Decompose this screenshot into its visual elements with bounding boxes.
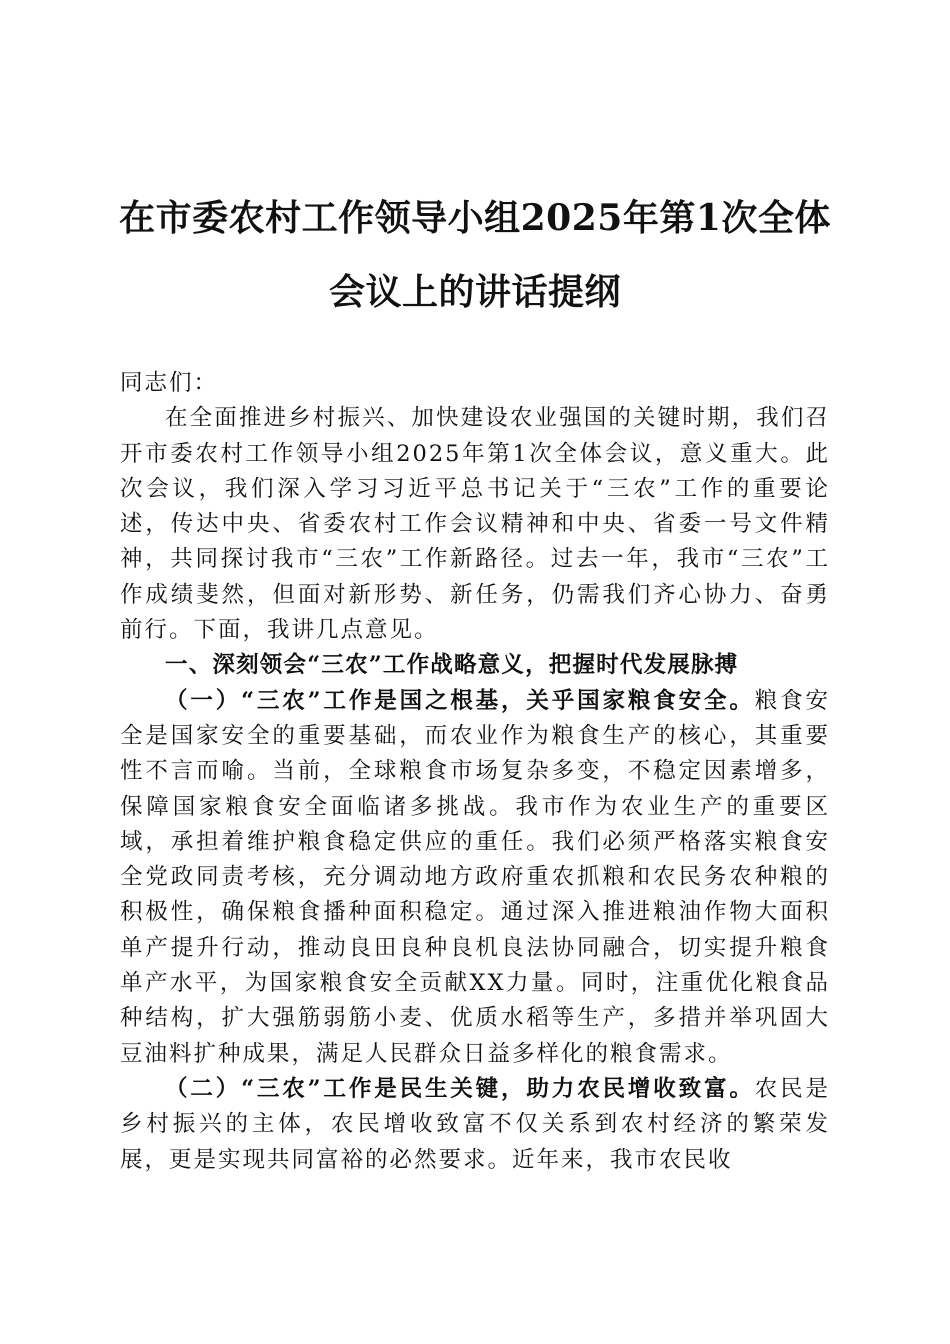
salutation: 同志们： — [120, 370, 219, 396]
subsection-1-body: 粮食安全是国家安全的重要基础，而农业作为粮食生产的核心，其重要性不言而喻。当前，全球粮食市场复杂多变，不稳定因素增多，保障国家粮食安全面临诸多挑战。我市作为农业生产的重要区域，承担着维护粮食稳定供应的重任。我们必须严格落实粮食安全党政同责考核，充分调动地方政府重农抓粮和农民务农种粮的积极性，确保粮食播种面积稳定。通过深入推进粮油作物大面积单产提升行动，推动良田良种良机良法协同融合，切实提升粮食单产水平，为国家粮食安全贡献XX力量。同时，注重优化粮食品种结构，扩大强筋弱筋小麦、优质水稻等生产，多措并举巩固大豆油料扩种成果，满足人民群众日益多样化的粮食需求。 — [120, 687, 830, 1067]
document-body — [120, 366, 830, 1178]
subsection-2-paragraph — [120, 1072, 830, 1178]
subsection-1-paragraph — [120, 684, 830, 1072]
subsection-2-title: （二）“三农”工作是民生关键，助力农民增收致富。 — [165, 1075, 755, 1102]
document-title-line-1: 在市委农村工作领导小组2025年第1次全体 — [119, 197, 831, 239]
subsection-1-title: （一）“三农”工作是国之根基，关乎国家粮食安全。 — [165, 687, 755, 714]
intro-paragraph: 在全面推进乡村振兴、加快建设农业强国的关键时期，我们召开市委农村工作领导小组2025年第1次全体会议，意义重大。此次会议，我们深入学习习近平总书记关于“三农”工作的重要论述，传达中央、省委农村工作会议精神和中央、省委一号文件精神，共同探讨我市“三农”工作新路径。过去一年，我市“三农”工作成绩斐然，但面对新形势、新任务，仍需我们齐心协力、奋勇前行。下面，我讲几点意见。 — [120, 405, 830, 644]
subsection-2-body: 农民是乡村振兴的主体，农民增收致富不仅关系到农村经济的繁荣发展，更是实现共同富裕的必然要求。近年来，我市农民收 — [120, 1075, 830, 1173]
document-title-line-2: 会议上的讲话提纲 — [328, 271, 621, 313]
section-1-heading: 一、深刻领会“三农”工作战略意义，把握时代发展脉搏 — [165, 652, 739, 679]
